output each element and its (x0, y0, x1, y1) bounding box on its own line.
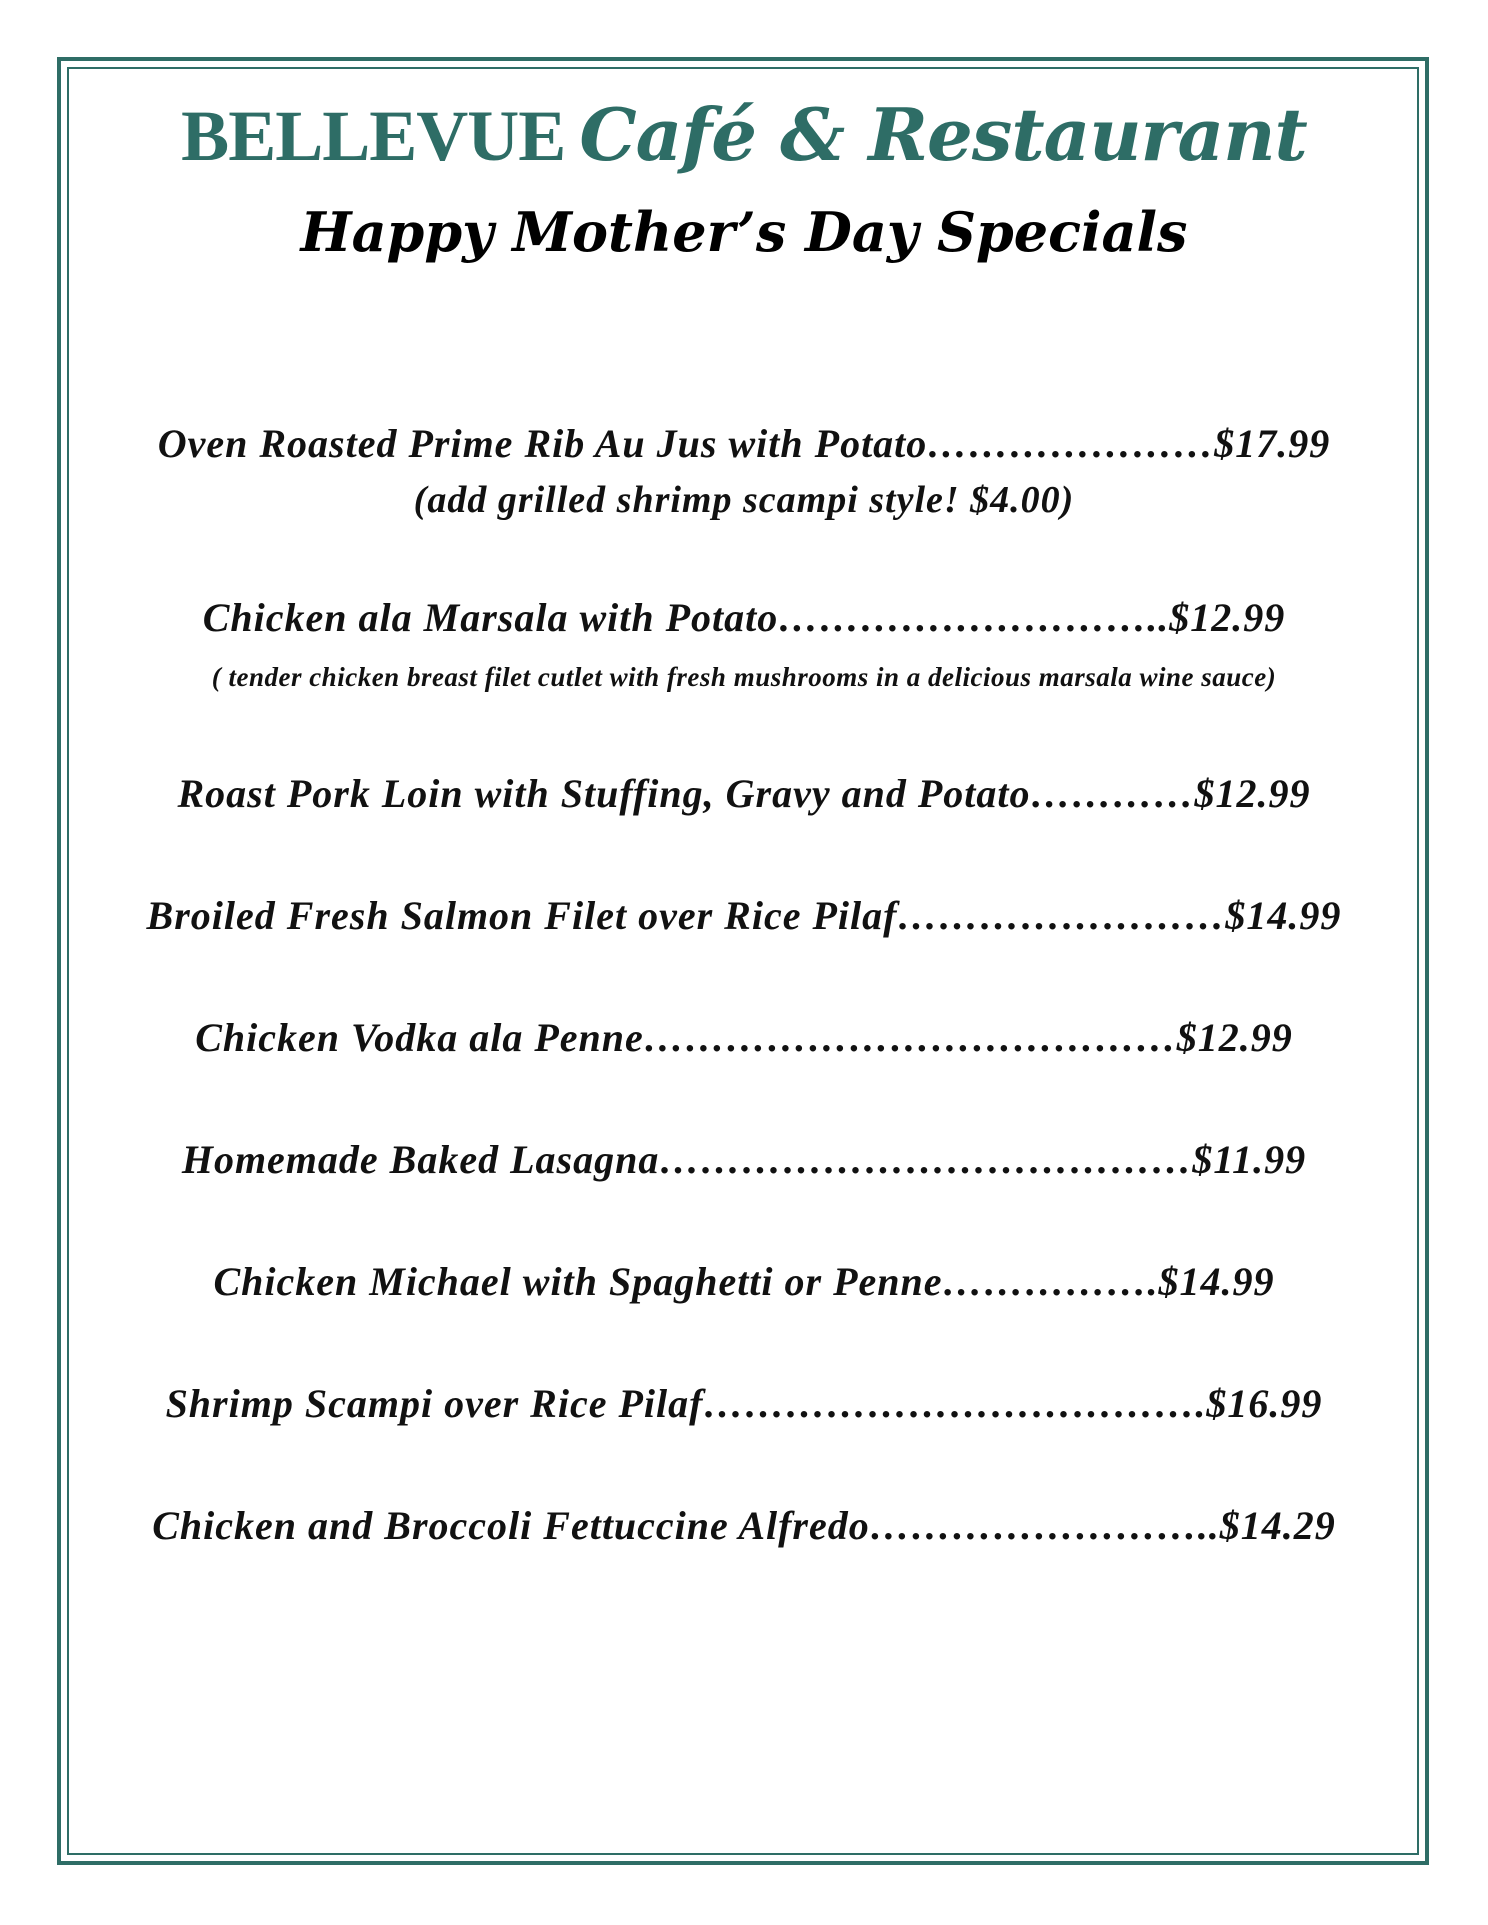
menu-border-inner (67, 67, 1419, 1855)
menu-item-pork-loin: Roast Pork Loin with Stuffing, Gravy and Potato…………$12.99 (177, 771, 1311, 816)
menu-note-chicken-marsala: ( tender chicken breast filet cutlet with fresh mushrooms in a delicious marsala wine sauce) (211, 662, 1277, 692)
menu-item-lasagna: Homemade Baked Lasagna…………………………………$11.99 (181, 1137, 1307, 1182)
menu-item-shrimp-scampi: Shrimp Scampi over Rice Pilaf……………………………….$16.99 (165, 1381, 1323, 1426)
menu-item-chicken-michael: Chicken Michael with Spaghetti or Penne…………….$14.99 (213, 1259, 1275, 1304)
menu-item-fettuccine-alfredo: Chicken and Broccoli Fettuccine Alfredo……………………..$14.29 (152, 1503, 1336, 1548)
menu-item-prime-rib: Oven Roasted Prime Rib Au Jus with Potato…………………$17.99 (157, 421, 1331, 466)
menu-item-salmon: Broiled Fresh Salmon Filet over Rice Pilaf……………………$14.99 (146, 893, 1342, 938)
brand-name: BELLEVUE (181, 96, 566, 176)
page-subtitle: Happy Mother’s Day Specials (300, 200, 1188, 264)
menu-note-prime-rib: (add grilled shrimp scampi style! $4.00) (413, 479, 1075, 521)
menu-item-chicken-marsala: Chicken ala Marsala with Potato………………………..$12.99 (202, 595, 1286, 640)
brand-tail: Café & Restaurant (579, 92, 1307, 177)
restaurant-title (0, 92, 1488, 178)
menu-item-chicken-vodka: Chicken Vodka ala Penne…………………………………$12.99 (195, 1015, 1293, 1060)
